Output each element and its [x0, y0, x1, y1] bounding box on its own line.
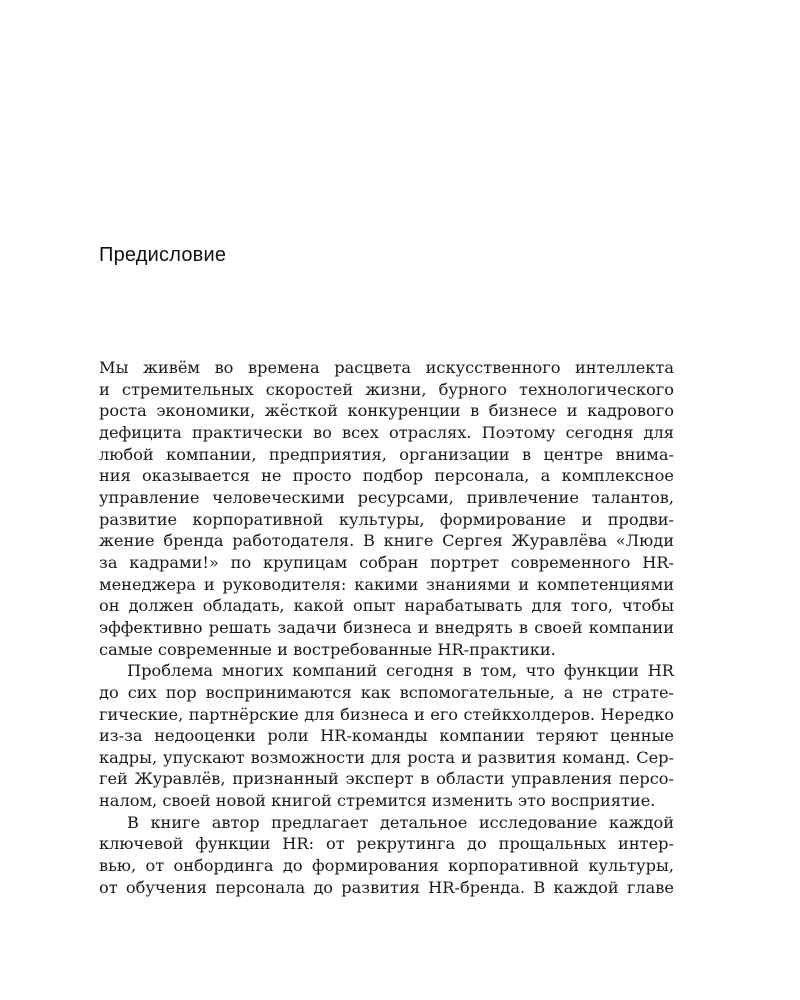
text-line: ния оказывается не просто подбор персонала, а комплексное [99, 466, 674, 486]
text-line: из-за недооценки роли HR-команды компании теряют ценные [99, 726, 674, 746]
text-line: от обучения персонала до развития HR-бренда. В каждой главе [99, 877, 674, 897]
text-line: дефицита практически во всех отраслях. Поэтому сегодня для [99, 422, 674, 442]
text-line: за кадрами!» по крупицам собран портрет современного HR- [99, 552, 674, 572]
text-line: Мы живём во времена расцвета искусственного интеллекта [99, 358, 674, 377]
text-line: эффективно решать задачи бизнеса и внедрять в своей компании [99, 617, 674, 637]
text-line: кадры, упускают возможности для роста и развития команд. Сер- [99, 747, 674, 767]
text-line: Проблема многих компаний сегодня в том, что функции HR [127, 661, 674, 681]
text-line: налом, своей новой книгой стремится изменить это восприятие. [99, 791, 656, 811]
text-line: управление человеческими ресурсами, привлечение талантов, [99, 487, 674, 507]
paragraph [99, 660, 674, 812]
body-text [99, 357, 674, 898]
text-line: В книге автор предлагает детальное исследование каждой [127, 812, 674, 832]
text-line: роста экономики, жёсткой конкуренции в бизнесе и кадрового [99, 401, 674, 421]
text-line: гические, партнёрские для бизнеса и его стейкхолдеров. Нередко [99, 704, 674, 724]
text-line: самые современные и востребованные HR-практики. [99, 639, 556, 659]
text-line: любой компании, предприятия, организации в центре внима- [99, 444, 674, 464]
text-line: менеджера и руководителя: какими знаниями и компетенциями [99, 574, 674, 594]
text-line: он должен обладать, какой опыт нарабатывать для того, чтобы [99, 596, 674, 616]
text-line: жение бренда работодателя. В книге Сергея Журавлёва «Люди [99, 531, 674, 551]
text-line: гей Журавлёв, признанный эксперт в области управления персо- [99, 769, 674, 789]
paragraph [99, 812, 674, 899]
text-line: ключевой функции HR: от рекрутинга до прощальных интер- [99, 834, 674, 854]
text-line: вью, от онбординга до формирования корпоративной культуры, [99, 856, 674, 876]
text-line: развитие корпоративной культуры, формирование и продви- [99, 509, 674, 529]
paragraph [99, 357, 674, 660]
page-title: Предисловие [99, 244, 227, 266]
text-line: до сих пор воспринимаются как вспомогательные, а не страте- [99, 682, 674, 702]
text-line: и стремительных скоростей жизни, бурного технологического [99, 379, 674, 399]
